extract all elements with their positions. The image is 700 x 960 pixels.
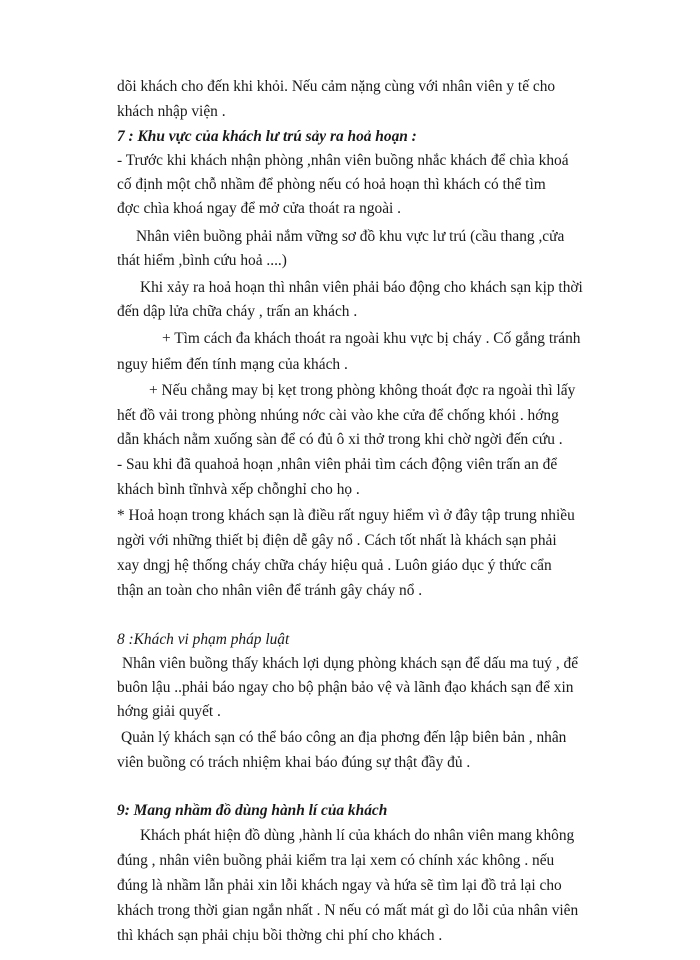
section-heading-7: 7 : Khu vực của khách lư trú sảy ra hoả hoạn :: [117, 128, 417, 145]
text-line: đợc chìa khoá ngay để mở cửa thoát ra ngoài .: [117, 200, 402, 217]
text-line: khách trong thời gian ngắn nhất . N nếu có mất mát gì do lỗi của nhân viên: [117, 902, 579, 919]
text-line: - Trước khi khách nhận phòng ,nhân viên buồng nhắc khách để chìa khoá: [117, 152, 569, 169]
text-line: + Nếu chẳng may bị kẹt trong phòng không thoát đợc ra ngoài thì lấy: [149, 382, 576, 399]
text-line: đúng là nhầm lẫn phải xin lỗi khách ngay và hứa sẽ tìm lại đồ trả lại cho: [117, 877, 562, 894]
text-line: Quản lý khách sạn có thể báo công an địa phơng đến lập biên bản , nhân: [121, 729, 567, 746]
text-line: thì khách sạn phải chịu bồi thờng chi phí cho khách .: [117, 927, 443, 944]
section-heading-9: 9: Mang nhầm đồ dùng hành lí của khách: [117, 802, 388, 819]
text-line: Khách phát hiện đồ dùng ,hành lí của khách do nhân viên mang không: [140, 827, 575, 844]
text-line: đến dập lửa chữa cháy , trấn an khách .: [117, 303, 358, 320]
text-line: khách nhập viện .: [117, 103, 226, 120]
text-line: thát hiểm ,bình cứu hoả ....): [117, 252, 287, 269]
text-line: đúng , nhân viên buồng phải kiểm tra lại xem có chính xác không . nếu: [117, 852, 555, 869]
text-line: hết đồ vải trong phòng nhúng nớc cài vào khe cửa để chống khói . hớng: [117, 407, 559, 424]
text-line: dẫn khách nằm xuống sàn để có đủ ô xi thở trong khi chờ ngời đến cứu .: [117, 431, 563, 448]
text-line: thận an toàn cho nhân viên để tránh gây cháy nổ .: [117, 582, 423, 599]
text-line: xay dngj hệ thống cháy chữa cháy hiệu quả . Luôn giáo dục ý thức cẩn: [117, 557, 552, 574]
text-line: * Hoả hoạn trong khách sạn là điều rất nguy hiểm vì ở đây tập trung nhiều: [117, 507, 575, 524]
text-line: buôn lậu ..phải báo ngay cho bộ phận bảo vệ và lãnh đạo khách sạn để xin: [117, 679, 574, 696]
text-line: dõi khách cho đến khi khỏi. Nếu cảm nặng cùng với nhân viên y tế cho: [117, 78, 556, 95]
text-line: viên buồng có trách nhiệm khai báo đúng sự thật đầy đủ .: [117, 754, 471, 771]
text-line: + Tìm cách đa khách thoát ra ngoài khu vực bị cháy . Cố gắng tránh: [162, 330, 581, 347]
text-line: hớng giải quyết .: [117, 703, 221, 720]
text-line: Nhân viên buồng thấy khách lợi dụng phòng khách sạn để dấu ma tuý , để: [122, 655, 579, 672]
section-heading-8: 8 :Khách vi phạm pháp luật: [117, 631, 290, 648]
text-line: Khi xảy ra hoả hoạn thì nhân viên phải báo động cho khách sạn kịp thời: [140, 279, 583, 296]
text-line: cố định một chỗ nhầm để phòng nếu có hoả hoạn thì khách có thể tìm: [117, 176, 546, 193]
text-line: khách bình tĩnhvà xếp chỗnghỉ cho họ .: [117, 481, 360, 498]
text-line: nguy hiểm đến tính mạng của khách .: [117, 356, 348, 373]
text-line: ngời với những thiết bị điện dễ gây nổ . Cách tốt nhất là khách sạn phải: [117, 532, 557, 549]
text-line: - Sau khi đã quahoả hoạn ,nhân viên phải tìm cách động viên trấn an để: [117, 456, 558, 473]
text-line: Nhân viên buồng phải nắm vững sơ đồ khu vực lư trú (cầu thang ,cửa: [136, 228, 565, 245]
